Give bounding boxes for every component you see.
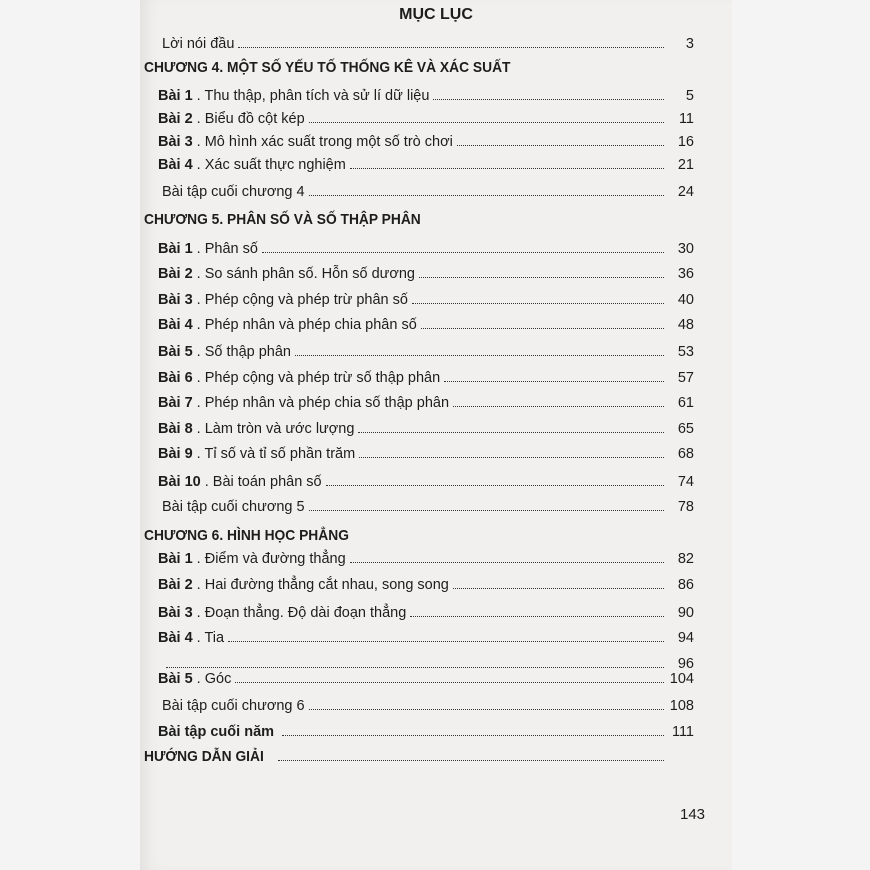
lesson-title: . Mô hình xác suất trong một số trò chơi: [196, 134, 453, 150]
toc-page-number: 104: [669, 671, 694, 687]
lesson-title: . Làm tròn và ước lượng: [196, 421, 355, 437]
toc-entry: [140, 80, 732, 104]
lesson-number: Bài 3: [158, 292, 193, 308]
toc-page-number: 36: [677, 266, 694, 282]
chapter-title: CHƯƠNG 4. MỘT SỐ YẾU TỐ THỐNG KÊ VÀ XÁC SUẤT: [144, 59, 511, 76]
toc-page-number: 5: [685, 88, 694, 104]
dot-leader: [228, 641, 664, 642]
toc-entry-label: [158, 671, 231, 687]
toc-page-number: 21: [677, 157, 694, 173]
toc-entry: [140, 336, 732, 360]
toc-entry-line: [158, 446, 694, 462]
toc-entry-label: [158, 111, 305, 127]
dot-leader: [295, 355, 664, 356]
toc-page-number: 61: [677, 395, 694, 411]
toc-entry: [140, 413, 732, 437]
chapter-title: CHƯƠNG 5. PHÂN SỐ VÀ SỐ THẬP PHÂN: [144, 211, 421, 228]
lesson-number: Bài 3: [158, 605, 193, 621]
toc-page-number: 82: [677, 551, 694, 567]
toc-entry: [140, 258, 732, 282]
toc-page-number: 40: [677, 292, 694, 308]
toc-entry: [140, 28, 732, 52]
toc-entry-label: [158, 395, 449, 411]
lesson-number: Bài 1: [158, 88, 193, 104]
lesson-number: Bài 6: [158, 370, 193, 386]
toc-page-number: 57: [677, 370, 694, 386]
toc-entry-line: [158, 421, 694, 437]
lesson-number: Bài 7: [158, 395, 193, 411]
lesson-number: Bài 4: [158, 317, 193, 333]
dot-leader: [453, 588, 664, 589]
toc-entry-line: [158, 370, 694, 386]
toc-entry-label: [158, 370, 440, 386]
lesson-title: . Thu thập, phân tích và sử lí dữ liệu: [196, 88, 430, 104]
dot-leader: [419, 277, 664, 278]
toc-entry-line: [158, 671, 694, 687]
toc-page-number: 16: [677, 134, 694, 150]
page-title: MỤC LỤC: [399, 6, 473, 23]
toc-chapter-heading: [140, 204, 732, 228]
toc-entry-line: [158, 698, 694, 714]
dot-leader: [444, 381, 664, 382]
lesson-title: . Phép cộng và phép trừ phân số: [196, 292, 408, 308]
toc-page-number: 11: [678, 111, 694, 127]
toc-entry-label: HƯỚNG DẪN GIẢI: [144, 748, 264, 765]
toc-entry-label: [158, 241, 258, 257]
dot-leader: [278, 760, 664, 761]
toc-entry-line: [158, 111, 694, 127]
toc-chapter-heading: [140, 52, 732, 76]
toc-entry: [140, 176, 732, 200]
dot-leader: [350, 168, 664, 169]
lesson-number: Bài 5: [158, 344, 193, 360]
toc-entry-line: [158, 499, 694, 515]
dot-leader: [350, 562, 664, 563]
dot-leader: [421, 328, 664, 329]
lesson-number: Bài 2: [158, 266, 193, 282]
toc-chapter-heading: [140, 520, 732, 544]
lesson-title: Bài tập cuối chương 4: [162, 184, 305, 200]
dot-leader: [358, 432, 664, 433]
toc-entry: [140, 663, 732, 687]
toc-entry-line: [158, 266, 694, 282]
toc-entry-label: [158, 184, 305, 200]
dot-leader: [457, 145, 664, 146]
lesson-number: Bài 4: [158, 630, 193, 646]
lesson-number: Bài 10: [158, 474, 201, 490]
toc-entry-label: [158, 698, 305, 714]
lesson-title: . Điểm và đường thẳng: [196, 551, 346, 567]
lesson-title: . Phân số: [196, 241, 258, 257]
dot-leader: [235, 682, 663, 683]
toc-page-number: 108: [669, 698, 694, 714]
page-number: 143: [680, 806, 706, 823]
toc-entry-line: [158, 551, 694, 567]
toc-entry-label: [158, 630, 224, 646]
toc-entry-line: [158, 630, 694, 646]
toc-entry-label: [158, 446, 355, 462]
lesson-title: Bài tập cuối chương 6: [162, 698, 305, 714]
toc-entry-label: [158, 36, 234, 52]
toc-entry-line: [158, 292, 694, 308]
toc-entry: [140, 309, 732, 333]
toc-entry: [140, 622, 732, 646]
toc-entry: [140, 126, 732, 150]
toc-entry: [140, 466, 732, 490]
toc-page-number: 65: [677, 421, 694, 437]
toc-entry-line: [158, 134, 694, 150]
toc-entry-label: [158, 266, 415, 282]
dot-leader: [262, 252, 664, 253]
lesson-title: Lời nói đầu: [162, 36, 235, 52]
lesson-title: . Xác suất thực nghiệm: [196, 157, 346, 173]
toc-entry: [140, 284, 732, 308]
toc-page-number: 74: [677, 474, 694, 490]
toc-entry-line: [158, 241, 694, 257]
lesson-title: . Hai đường thẳng cắt nhau, song song: [196, 577, 449, 593]
dot-leader: [309, 195, 664, 196]
toc-page-number: 3: [685, 36, 694, 52]
toc-entry-line: [158, 317, 694, 333]
toc-entry-line: [144, 211, 694, 228]
lesson-number: Bài 5: [158, 671, 193, 687]
toc-entry-label: [158, 317, 417, 333]
toc-page-number: 78: [677, 499, 694, 515]
toc-entry-line: [144, 748, 694, 765]
lesson-title: . So sánh phân số. Hỗn số dương: [196, 266, 416, 282]
toc-entry: [140, 716, 732, 740]
lesson-title: . Đoạn thẳng. Độ dài đoạn thẳng: [196, 605, 407, 621]
dot-leader: [359, 457, 664, 458]
toc-entry-label: [158, 88, 429, 104]
toc-entry: [140, 741, 732, 765]
lesson-number: Bài tập cuối năm: [158, 724, 275, 740]
dot-leader: [453, 406, 664, 407]
toc-entry: [140, 362, 732, 386]
toc-entry-label: [158, 499, 305, 515]
toc-entry-label: [158, 551, 346, 567]
lesson-title: . Phép nhân và phép chia số thập phân: [196, 395, 450, 411]
chapter-title: CHƯƠNG 6. HÌNH HỌC PHẲNG: [144, 527, 349, 544]
toc-entry: [140, 387, 732, 411]
dot-leader: [238, 47, 664, 48]
dot-leader: [309, 510, 664, 511]
toc-entry-line: [158, 474, 694, 490]
toc-entry: [140, 569, 732, 593]
toc-entry-line: [158, 605, 694, 621]
toc-entry-line: [158, 344, 694, 360]
lesson-title: . Phép nhân và phép chia phân số: [196, 317, 417, 333]
toc-page-number: 94: [677, 630, 694, 646]
toc-page-number: 96: [677, 656, 694, 672]
lesson-title: . Phép cộng và phép trừ số thập phân: [196, 370, 441, 386]
lesson-number: Bài 3: [158, 134, 193, 150]
toc-entry-line: [158, 36, 694, 52]
lesson-number: Bài 1: [158, 241, 193, 257]
lesson-title: . Số thập phân: [196, 344, 291, 360]
toc-entry: [140, 233, 732, 257]
toc-entry: [140, 597, 732, 621]
lesson-number: Bài 2: [158, 111, 193, 127]
dot-leader: [309, 122, 664, 123]
toc-page-number: 68: [677, 446, 694, 462]
toc-page-number: 48: [677, 317, 694, 333]
toc-page-number: 24: [677, 184, 694, 200]
toc-entry-line: [158, 577, 694, 593]
lesson-title: . Tia: [196, 630, 225, 646]
toc-entry-line: [158, 184, 694, 200]
lesson-number: Bài 2: [158, 577, 193, 593]
toc-page-number: 86: [677, 577, 694, 593]
toc-entry-label: [158, 344, 291, 360]
toc-entry-label: [158, 421, 354, 437]
toc-entry-line: [144, 59, 694, 76]
toc-entry-line: [158, 395, 694, 411]
lesson-title: . Góc: [196, 671, 232, 687]
toc-entry-label: [158, 474, 322, 490]
toc-entry-label: [158, 605, 406, 621]
lesson-number: Bài 8: [158, 421, 193, 437]
toc-entry-line: [158, 724, 694, 740]
lesson-number: Bài 4: [158, 157, 193, 173]
toc-page-number: 53: [677, 344, 694, 360]
lesson-title: . Tỉ số và tỉ số phần trăm: [196, 446, 356, 462]
toc-entry-line: [158, 157, 694, 173]
toc-entry: [140, 543, 732, 567]
toc-entry: [140, 491, 732, 515]
toc-page-number: 30: [677, 241, 694, 257]
toc-entry-label: [158, 577, 449, 593]
lesson-title: Bài tập cuối chương 5: [162, 499, 305, 515]
toc-page-number: 111: [671, 724, 694, 740]
toc-entry-line: [158, 88, 694, 104]
dot-leader: [326, 485, 664, 486]
toc-page-number: 90: [677, 605, 694, 621]
book-page: [140, 0, 732, 870]
toc-entry-line: [144, 527, 694, 544]
toc-entry-label: [158, 724, 278, 740]
toc-entry-label: [158, 134, 453, 150]
toc-entry: [140, 149, 732, 173]
toc-entry-label: [158, 292, 408, 308]
dot-leader: [410, 616, 664, 617]
lesson-number: Bài 9: [158, 446, 193, 462]
toc-entry: [140, 438, 732, 462]
toc-entry-label: [158, 157, 346, 173]
dot-leader: [433, 99, 664, 100]
lesson-number: Bài 1: [158, 551, 193, 567]
dot-leader: [309, 709, 664, 710]
lesson-title: . Biểu đồ cột kép: [196, 111, 305, 127]
toc-entry: [140, 690, 732, 714]
dot-leader: [412, 303, 664, 304]
lesson-title: . Bài toán phân số: [204, 474, 322, 490]
toc-entry: [140, 103, 732, 127]
dot-leader: [282, 735, 664, 736]
